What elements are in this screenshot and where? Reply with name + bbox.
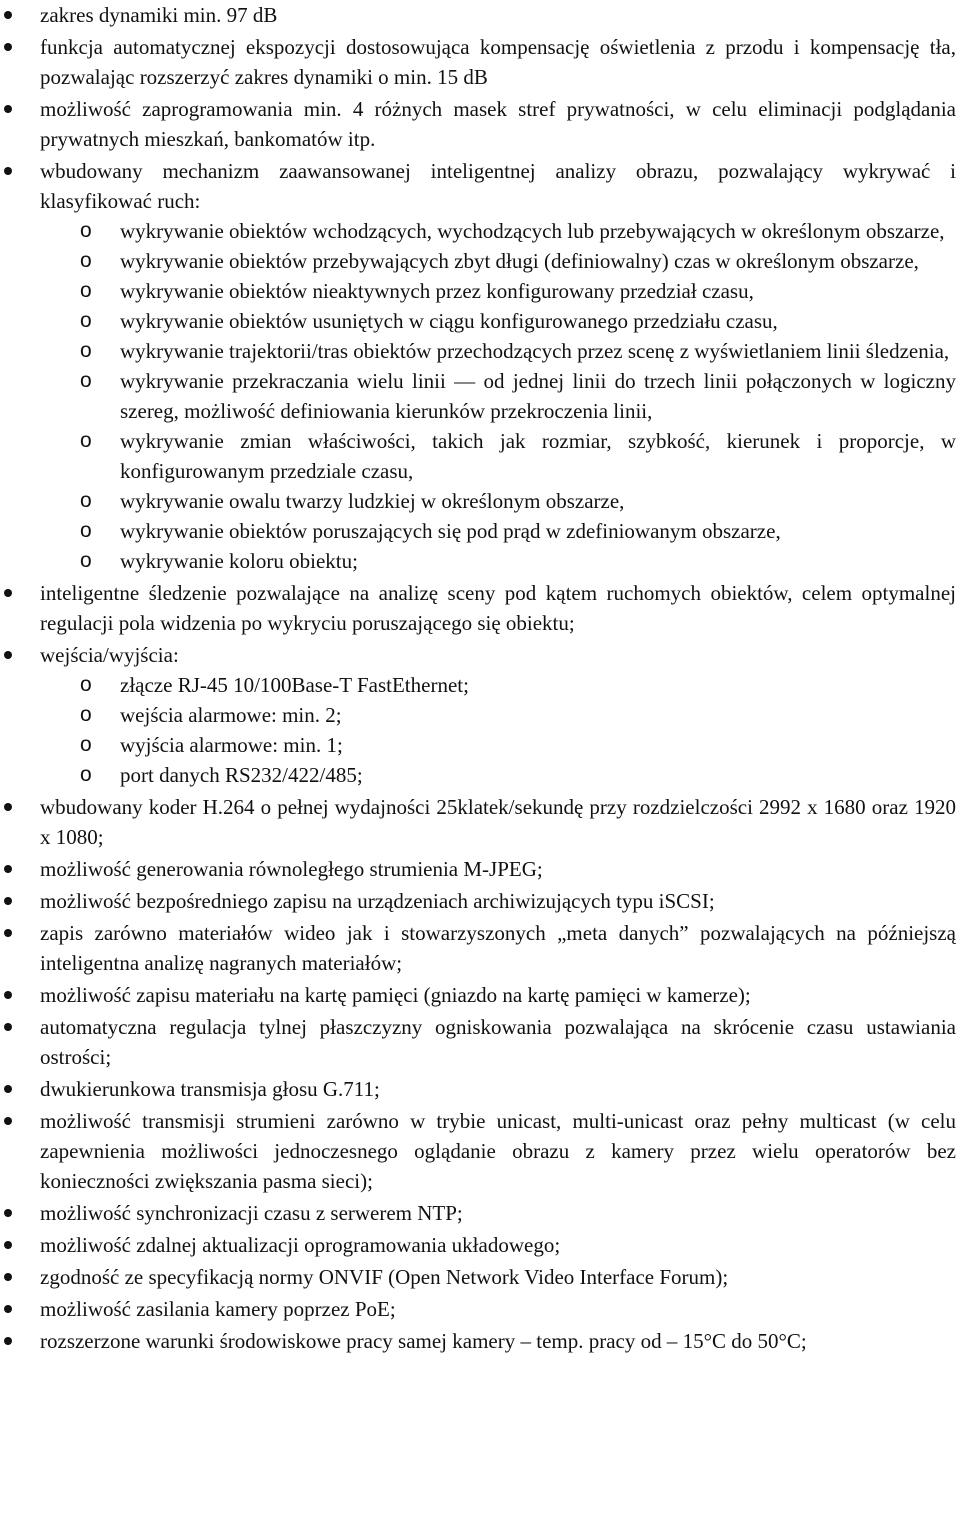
sub-list-item: o wykrywanie obiektów nieaktywnych przez konfigurowany przedział czasu, [40, 276, 956, 306]
list-item [0, 1262, 960, 1292]
sub-list-item: o wykrywanie obiektów poruszających się pod prąd w zdefiniowanym obszarze, [40, 516, 956, 546]
list-item [0, 1198, 960, 1228]
list-item-text: funkcja automatycznej ekspozycji dostosowująca kompensację oświetlenia z przodu i kompensację tła, pozwalając rozszerzyć zakres dynamiki o min. 15 dB [40, 35, 956, 89]
list-item-text: dwukierunkowa transmisja głosu G.711; [40, 1077, 380, 1101]
list-item-text: wejścia/wyjścia: [40, 643, 179, 667]
sub-list-item: o wejścia alarmowe: min. 2; [40, 700, 956, 730]
list-item [0, 854, 960, 884]
list-item [0, 1294, 960, 1324]
sub-list-item: o port danych RS232/422/485; [40, 760, 956, 790]
list-item-text: możliwość zaprogramowania min. 4 różnych masek stref prywatności, w celu eliminacji podglądania prywatnych mieszkań, bankomatów itp. [40, 97, 956, 151]
list-item-text: możliwość generowania równoległego strumienia M-JPEG; [40, 857, 543, 881]
list-item-text: możliwość transmisji strumieni zarówno w trybie unicast, multi-unicast oraz pełny multicast (w celu zapewnienia możliwości jednoczesnego oglądanie obrazu z kamery przez wielu operatorów bez konieczności zwiększania pasma sieci); [40, 1109, 956, 1193]
sub-list-item: o wykrywanie trajektorii/tras obiektów przechodzących przez scenę z wyświetlaniem linii śledzenia, [40, 336, 956, 366]
sub-list-item: o wykrywanie owalu twarzy ludzkiej w określonym obszarze, [40, 486, 956, 516]
list-item [0, 640, 960, 790]
list-item-text: zgodność ze specyfikacją normy ONVIF (Open Network Video Interface Forum); [40, 1265, 729, 1289]
sub-list-item: o wyjścia alarmowe: min. 1; [40, 730, 956, 760]
list-item [0, 1106, 960, 1196]
sub-list [40, 216, 956, 576]
list-item [0, 792, 960, 852]
list-item [0, 1326, 960, 1356]
list-item [0, 1074, 960, 1104]
list-item [0, 1230, 960, 1260]
list-item [0, 918, 960, 978]
list-item-text: możliwość zasilania kamery poprzez PoE; [40, 1297, 396, 1321]
list-item-text: możliwość synchronizacji czasu z serwerem NTP; [40, 1201, 463, 1225]
list-item [0, 156, 960, 576]
sub-list [40, 670, 956, 790]
list-item-text: automatyczna regulacja tylnej płaszczyzny ogniskowania pozwalająca na skrócenie czasu ustawiania ostrości; [40, 1015, 956, 1069]
list-item-text: zapis zarówno materiałów wideo jak i stowarzyszonych „meta danych” pozwalających na późniejszą inteligentna analizę nagranych materiałów; [40, 921, 956, 975]
sub-list-item: o wykrywanie obiektów usuniętych w ciągu konfigurowanego przedziału czasu, [40, 306, 956, 336]
list-item-text: możliwość zdalnej aktualizacji oprogramowania układowego; [40, 1233, 561, 1257]
list-item-text: wbudowany koder H.264 o pełnej wydajności 25klatek/sekundę przy rozdzielczości 2992 x 1680 oraz 1920 x 1080; [40, 795, 956, 849]
list-item-text: możliwość zapisu materiału na kartę pamięci (gniazdo na kartę pamięci w kamerze); [40, 983, 751, 1007]
list-item [0, 94, 960, 154]
sub-list-item: o wykrywanie koloru obiektu; [40, 546, 956, 576]
list-item [0, 578, 960, 638]
list-item [0, 886, 960, 916]
sub-list-item: o złącze RJ-45 10/100Base-T FastEthernet; [40, 670, 956, 700]
sub-list-item: o wykrywanie zmian właściwości, takich jak rozmiar, szybkość, kierunek i proporcje, w konfigurowanym przedziale czasu, [40, 426, 956, 486]
list-item-text: rozszerzone warunki środowiskowe pracy samej kamery – temp. pracy od – 15°C do 50°C; [40, 1329, 807, 1353]
sub-list-item: o wykrywanie obiektów wchodzących, wychodzących lub przebywających w określonym obszarze, [40, 216, 956, 246]
list-item [0, 32, 960, 92]
sub-list-item: o wykrywanie obiektów przebywających zbyt długi (definiowalny) czas w określonym obszarze, [40, 246, 956, 276]
list-item [0, 980, 960, 1010]
list-item-text: wbudowany mechanizm zaawansowanej inteligentnej analizy obrazu, pozwalający wykrywać i klasyfikować ruch: [40, 159, 956, 213]
list-item [0, 1012, 960, 1072]
list-item [0, 0, 960, 30]
list-item-text: zakres dynamiki min. 97 dB [40, 3, 278, 27]
list-item-text: możliwość bezpośredniego zapisu na urządzeniach archiwizujących typu iSCSI; [40, 889, 715, 913]
list-item-text: inteligentne śledzenie pozwalające na analizę sceny pod kątem ruchomych obiektów, celem optymalnej regulacji pola widzenia po wykryciu poruszającego się obiektu; [40, 581, 956, 635]
sub-list-item: o wykrywanie przekraczania wielu linii — od jednej linii do trzech linii połączonych w logiczny szereg, możliwość definiowania kierunków przekroczenia linii, [40, 366, 956, 426]
